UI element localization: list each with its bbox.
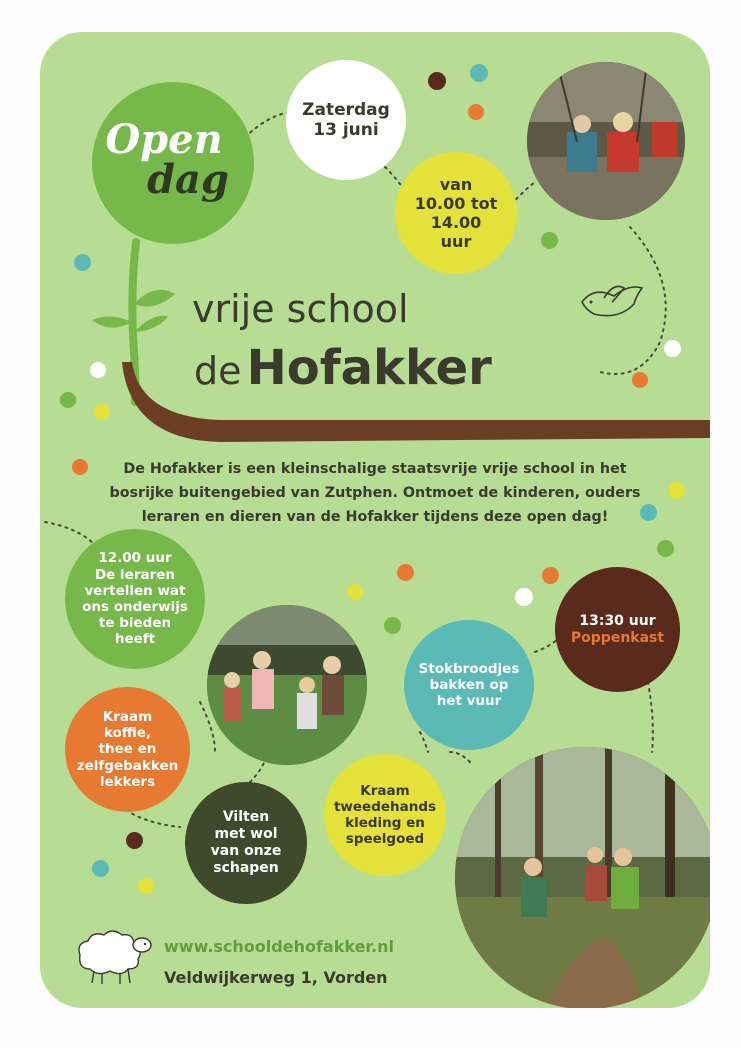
decor-dot (515, 588, 533, 606)
time-line: 10.00 tot (414, 193, 498, 213)
intro-line: De Hofakker is een kleinschalige staatsvrije vrije school in het (123, 461, 627, 477)
decor-dot (468, 104, 484, 120)
activity-line: Kraam (360, 782, 410, 799)
school-title-line2 (194, 340, 492, 396)
intro-line: bosrijke buitengebied van Zutphen. Ontmoet de kinderen, ouders (109, 485, 641, 501)
dancing-photo-image (207, 605, 367, 765)
school-name: Hofakker (246, 340, 492, 396)
activity-line: het vuur (436, 693, 502, 710)
time-line: 14.00 (430, 213, 482, 232)
puppet-time: 13:30 uur (579, 612, 656, 629)
date-badge (286, 60, 406, 180)
activity-line: ons onderwijs (82, 599, 188, 615)
decor-dot (664, 340, 681, 357)
activity-line: te bieden (98, 615, 172, 632)
decor-dot (90, 362, 106, 378)
intro-line: leraren en dieren van de Hofakker tijdens deze open dag! (141, 509, 609, 525)
open-title: Open (105, 116, 223, 163)
address: Veldwijkerweg 1, Vorden (164, 968, 388, 987)
intro-text (40, 457, 710, 529)
sheep-icon (68, 927, 158, 987)
activity-line: van onze (210, 843, 282, 859)
decor-dot (92, 860, 109, 877)
school-prefix: de (194, 349, 242, 393)
decor-dot (470, 64, 488, 82)
activity-felt (185, 782, 307, 904)
forest-photo (455, 747, 710, 1008)
date-date: 13 juni (313, 120, 379, 140)
activity-line: met wol (214, 826, 278, 843)
activity-coffee (65, 687, 190, 812)
activity-line: lekkers (99, 773, 156, 790)
swing-photo-image (527, 62, 685, 220)
website-link[interactable]: www.schooldehofakker.nl (164, 937, 394, 956)
activity-line: 12.00 uur (98, 550, 172, 567)
activity-line: Vilten (222, 809, 270, 826)
activity-line: Stokbroodjes (418, 660, 520, 677)
activity-line: thee en (98, 741, 157, 758)
activity-puppet-show (555, 567, 680, 692)
decor-dot (541, 232, 558, 249)
dag-title: dag (147, 156, 229, 203)
decor-dot (138, 878, 154, 894)
decor-dot (94, 404, 110, 420)
activity-line: vertellen wat (84, 582, 186, 599)
activity-line: kleding en (345, 815, 425, 831)
poster (40, 32, 710, 1008)
time-line: uur (440, 232, 472, 252)
time-line: van (439, 174, 473, 194)
activity-line: bakken op (429, 676, 509, 693)
decor-dot (657, 540, 674, 557)
school-title-line1: vrije school (192, 287, 409, 331)
decor-dot (126, 832, 143, 849)
date-day: Zaterdag (302, 99, 390, 120)
forest-photo-image (455, 747, 710, 1008)
decor-dot (384, 617, 401, 634)
decor-dot (397, 564, 414, 581)
activity-bread (404, 620, 534, 750)
decor-dot (347, 584, 363, 600)
activity-line: De leraren (94, 566, 176, 583)
activity-line: schapen (213, 859, 279, 876)
activity-line: koffie, (103, 725, 152, 742)
decor-dot (74, 254, 91, 271)
activity-line: heeft (114, 631, 156, 648)
time-badge (395, 152, 517, 274)
activity-line: speelgoed (345, 831, 425, 848)
decor-dot (668, 482, 685, 499)
decor-dot (640, 504, 657, 521)
puppet-label: Poppenkast (570, 629, 665, 646)
activity-line: zelfgebakken (76, 757, 179, 774)
dancing-photo (207, 605, 367, 765)
activity-line: Kraam (102, 709, 153, 726)
decor-dot (632, 372, 648, 388)
decor-dot (72, 459, 88, 475)
bird-icon (574, 274, 654, 324)
decor-dot (542, 567, 559, 584)
decor-dot (60, 392, 76, 408)
swing-photo (527, 62, 685, 220)
activity-line: tweedehands (333, 798, 437, 815)
activity-clothes (324, 754, 446, 876)
activity-teachers (65, 529, 205, 669)
decor-dot (428, 72, 446, 90)
